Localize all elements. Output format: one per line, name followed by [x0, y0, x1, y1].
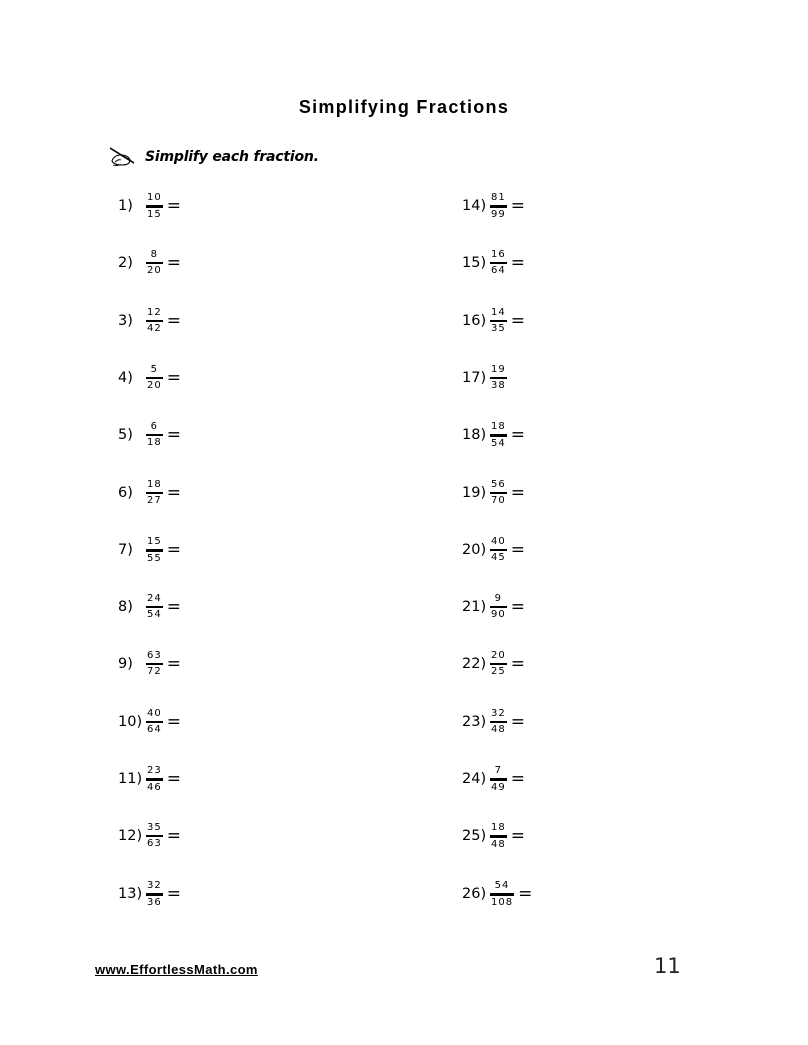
- equals-sign: =: [510, 311, 525, 331]
- problem-number: 20): [462, 542, 487, 558]
- denominator: 15: [147, 208, 162, 220]
- denominator: 48: [491, 838, 506, 850]
- problem-number: 25): [462, 828, 487, 844]
- problem-item: [462, 358, 511, 398]
- fraction: [490, 765, 507, 794]
- fraction: [490, 421, 507, 450]
- numerator: 63: [147, 650, 162, 661]
- problem-number: 22): [462, 656, 487, 672]
- problem-item: [462, 816, 525, 856]
- problem-number: 3): [118, 313, 133, 329]
- numerator: 9: [494, 593, 503, 604]
- fraction-bar: [490, 778, 507, 781]
- problem-item: [118, 702, 181, 742]
- fraction: [490, 479, 507, 507]
- numerator: 23: [147, 764, 162, 776]
- numerator: 40: [491, 536, 506, 547]
- fraction-bar: [490, 377, 507, 379]
- problem-item: [462, 702, 525, 742]
- problem-item: [462, 644, 525, 684]
- problem-item: [118, 816, 181, 856]
- fraction: [146, 880, 163, 909]
- fraction-bar: [490, 835, 507, 838]
- fraction: [146, 192, 163, 221]
- denominator: 70: [491, 495, 506, 506]
- problem-item: [118, 243, 181, 283]
- denominator: 46: [147, 781, 162, 793]
- problem-number: 19): [462, 485, 487, 501]
- denominator: 108: [491, 896, 514, 908]
- denominator: 49: [491, 781, 506, 793]
- equals-sign: =: [166, 654, 181, 674]
- problem-number: 4): [118, 370, 133, 386]
- equals-sign: =: [510, 597, 525, 617]
- denominator: 42: [147, 323, 162, 334]
- numerator: 15: [147, 535, 162, 547]
- fraction-bar: [490, 721, 507, 723]
- page-title: Simplifying Fractions: [298, 97, 510, 117]
- problem-number: 6): [118, 485, 133, 501]
- problem-item: [462, 301, 525, 341]
- fraction: [490, 650, 507, 678]
- fraction-bar: [146, 663, 163, 665]
- fraction-bar: [146, 205, 163, 208]
- denominator: 54: [491, 437, 506, 449]
- fraction: [146, 421, 163, 449]
- problem-number: 1): [118, 198, 133, 214]
- equals-sign: =: [166, 540, 181, 560]
- numerator: 5: [150, 364, 159, 375]
- problem-item: [118, 186, 181, 226]
- website-link[interactable]: www.EffortlessMath.com: [95, 962, 258, 977]
- denominator: 90: [491, 609, 506, 620]
- denominator: 45: [491, 552, 506, 563]
- problem-number: 14): [462, 198, 487, 214]
- equals-sign: =: [510, 253, 525, 273]
- problem-number: 12): [118, 828, 143, 844]
- fraction: [146, 249, 163, 277]
- denominator: 38: [491, 380, 506, 391]
- numerator: 35: [147, 822, 162, 833]
- problem-number: 15): [462, 255, 487, 271]
- fraction: [146, 822, 163, 850]
- equals-sign: =: [166, 425, 181, 445]
- numerator: 56: [491, 479, 506, 490]
- denominator: 20: [147, 265, 162, 276]
- fraction: [146, 536, 163, 565]
- equals-sign: =: [518, 884, 533, 904]
- numerator: 32: [491, 708, 506, 719]
- problem-item: [118, 644, 181, 684]
- fraction-bar: [490, 205, 507, 208]
- denominator: 48: [491, 724, 506, 735]
- fraction: [146, 593, 163, 621]
- problem-number: 17): [462, 370, 487, 386]
- problem-number: 18): [462, 427, 487, 443]
- denominator: 25: [491, 666, 506, 677]
- equals-sign: =: [510, 712, 525, 732]
- problem-item: [462, 473, 525, 513]
- problem-item: [118, 358, 181, 398]
- numerator: 18: [147, 479, 162, 490]
- fraction: [146, 307, 163, 335]
- fraction-bar: [146, 606, 163, 608]
- numerator: 10: [147, 191, 162, 203]
- denominator: 54: [147, 609, 162, 620]
- denominator: 64: [491, 265, 506, 276]
- numerator: 32: [147, 879, 162, 891]
- denominator: 18: [147, 437, 162, 448]
- fraction: [146, 765, 163, 794]
- fraction-bar: [490, 663, 507, 665]
- fraction-bar: [146, 492, 163, 494]
- equals-sign: =: [166, 253, 181, 273]
- fraction: [490, 249, 507, 277]
- equals-sign: =: [510, 196, 525, 216]
- fraction: [490, 364, 507, 392]
- problem-number: 24): [462, 771, 487, 787]
- problem-item: [118, 530, 181, 570]
- fraction-bar: [146, 377, 163, 379]
- fraction: [146, 479, 163, 507]
- fraction-bar: [146, 434, 163, 436]
- numerator: 81: [491, 191, 506, 203]
- problem-item: [118, 587, 181, 627]
- numerator: 40: [147, 708, 162, 719]
- denominator: 36: [147, 896, 162, 908]
- problem-number: 8): [118, 599, 133, 615]
- problem-number: 7): [118, 542, 133, 558]
- problem-number: 10): [118, 714, 143, 730]
- problem-number: 5): [118, 427, 133, 443]
- numerator: 18: [491, 821, 506, 833]
- problem-number: 2): [118, 255, 133, 271]
- denominator: 72: [147, 666, 162, 677]
- pencil-writing-icon: [108, 146, 138, 168]
- problem-item: [462, 243, 525, 283]
- instruction: [108, 146, 319, 168]
- denominator: 27: [147, 495, 162, 506]
- equals-sign: =: [166, 196, 181, 216]
- problem-item: [462, 415, 525, 455]
- fraction: [146, 708, 163, 736]
- equals-sign: =: [166, 769, 181, 789]
- problem-item: [118, 874, 181, 914]
- problem-item: [118, 759, 181, 799]
- problem-number: 13): [118, 886, 143, 902]
- problem-number: 23): [462, 714, 487, 730]
- problem-number: 11): [118, 771, 143, 787]
- fraction-bar: [146, 893, 163, 896]
- fraction: [490, 708, 507, 736]
- numerator: 18: [491, 420, 506, 432]
- numerator: 24: [147, 593, 162, 604]
- denominator: 63: [147, 838, 162, 849]
- fraction-bar: [490, 320, 507, 322]
- equals-sign: =: [510, 654, 525, 674]
- fraction: [490, 192, 507, 221]
- numerator: 16: [491, 249, 506, 260]
- problem-number: 21): [462, 599, 487, 615]
- fraction-bar: [490, 606, 507, 608]
- problem-item: [462, 530, 525, 570]
- equals-sign: =: [166, 712, 181, 732]
- fraction-bar: [146, 778, 163, 781]
- equals-sign: =: [166, 884, 181, 904]
- numerator: 8: [150, 249, 159, 260]
- numerator: 19: [491, 364, 506, 375]
- fraction: [490, 880, 514, 909]
- denominator: 55: [147, 552, 162, 564]
- problem-item: [462, 587, 525, 627]
- fraction-bar: [490, 549, 507, 551]
- equals-sign: =: [166, 311, 181, 331]
- problem-item: [462, 874, 532, 914]
- equals-sign: =: [166, 826, 181, 846]
- problem-number: 26): [462, 886, 487, 902]
- fraction-bar: [146, 262, 163, 264]
- fraction: [490, 593, 507, 621]
- denominator: 64: [147, 724, 162, 735]
- fraction-bar: [146, 721, 163, 723]
- numerator: 54: [494, 879, 510, 891]
- instruction-text: Simplify each fraction.: [145, 149, 319, 165]
- equals-sign: =: [166, 368, 181, 388]
- equals-sign: =: [166, 597, 181, 617]
- equals-sign: =: [510, 425, 525, 445]
- fraction: [146, 364, 163, 392]
- fraction: [146, 650, 163, 678]
- equals-sign: =: [166, 483, 181, 503]
- fraction: [490, 822, 507, 851]
- fraction-bar: [490, 262, 507, 264]
- numerator: 12: [147, 307, 162, 318]
- numerator: 7: [494, 764, 503, 776]
- numerator: 6: [150, 421, 159, 432]
- problem-item: [118, 473, 181, 513]
- denominator: 35: [491, 323, 506, 334]
- problem-item: [462, 759, 525, 799]
- problem-number: 9): [118, 656, 133, 672]
- fraction: [490, 536, 507, 564]
- numerator: 20: [491, 650, 506, 661]
- problem-number: 16): [462, 313, 487, 329]
- problem-item: [118, 415, 181, 455]
- denominator: 20: [147, 380, 162, 391]
- problem-item: [118, 301, 181, 341]
- problem-item: [462, 186, 525, 226]
- equals-sign: =: [510, 483, 525, 503]
- fraction-bar: [490, 434, 507, 437]
- fraction-bar: [146, 835, 163, 837]
- equals-sign: =: [510, 540, 525, 560]
- fraction-bar: [490, 893, 514, 896]
- page-number: 11: [654, 954, 681, 978]
- fraction-bar: [490, 492, 507, 494]
- equals-sign: =: [510, 769, 525, 789]
- equals-sign: =: [510, 826, 525, 846]
- denominator: 99: [491, 208, 506, 220]
- fraction-bar: [146, 320, 163, 322]
- fraction: [490, 307, 507, 335]
- numerator: 14: [491, 307, 506, 318]
- fraction-bar: [146, 549, 163, 552]
